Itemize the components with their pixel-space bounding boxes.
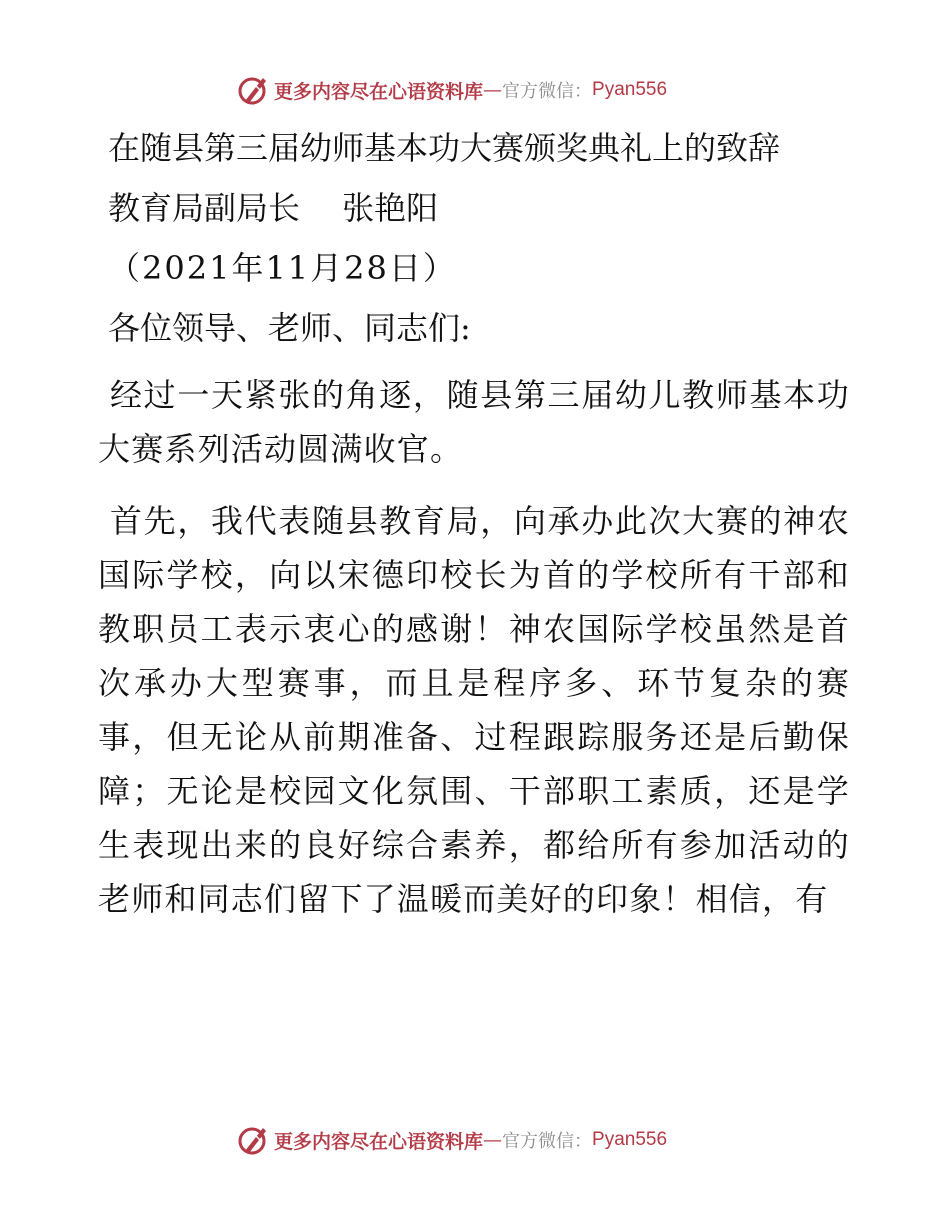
banner-wechat-label: 官方微信： (502, 1131, 593, 1152)
document-greeting: 各位领导、老师、同志们: (108, 309, 471, 347)
document-author: 教育局副局长 张艳阳 (108, 189, 439, 227)
paragraph: 经过一天紧张的角逐，随县第三届幼儿教师基本功大赛系列活动圆满收官。 (98, 376, 850, 468)
banner-main-text: 更多内容尽在心语资料库 (274, 1130, 484, 1153)
document-date: （2021年11月28日） (108, 249, 457, 287)
footer-banner (236, 1122, 667, 1158)
document-title: 在随县第三届幼师基本功大赛颁奖典礼上的致辞 (108, 129, 781, 167)
banner-wechat-id: Pyan556 (592, 79, 668, 100)
banner-separator: — (483, 1129, 503, 1151)
banner-separator: — (483, 79, 503, 101)
header-banner (236, 72, 667, 108)
quill-pen-circle-icon (236, 1123, 270, 1157)
quill-pen-circle-icon (236, 73, 270, 107)
banner-wechat-id: Pyan556 (592, 1129, 668, 1150)
banner-wechat-label: 官方微信： (502, 81, 593, 102)
document-body (98, 120, 850, 926)
banner-main-text: 更多内容尽在心语资料库 (274, 80, 484, 103)
paragraph: 首先，我代表随县教育局，向承办此次大赛的神农国际学校，向以宋德印校长为首的学校所有干部和教职员工表示衷心的感谢！神农国际学校虽然是首次承办大型赛事，而且是程序多、环节复杂的赛事，但无论从前期准备、过程跟踪服务还是后勤保障；无论是校园文化氛围、干部职工素质，还是学生表现出来的良好综合素养，都给所有参加活动的老师和同志们留下了温暖而美好的印象！相信，有 (98, 502, 850, 918)
